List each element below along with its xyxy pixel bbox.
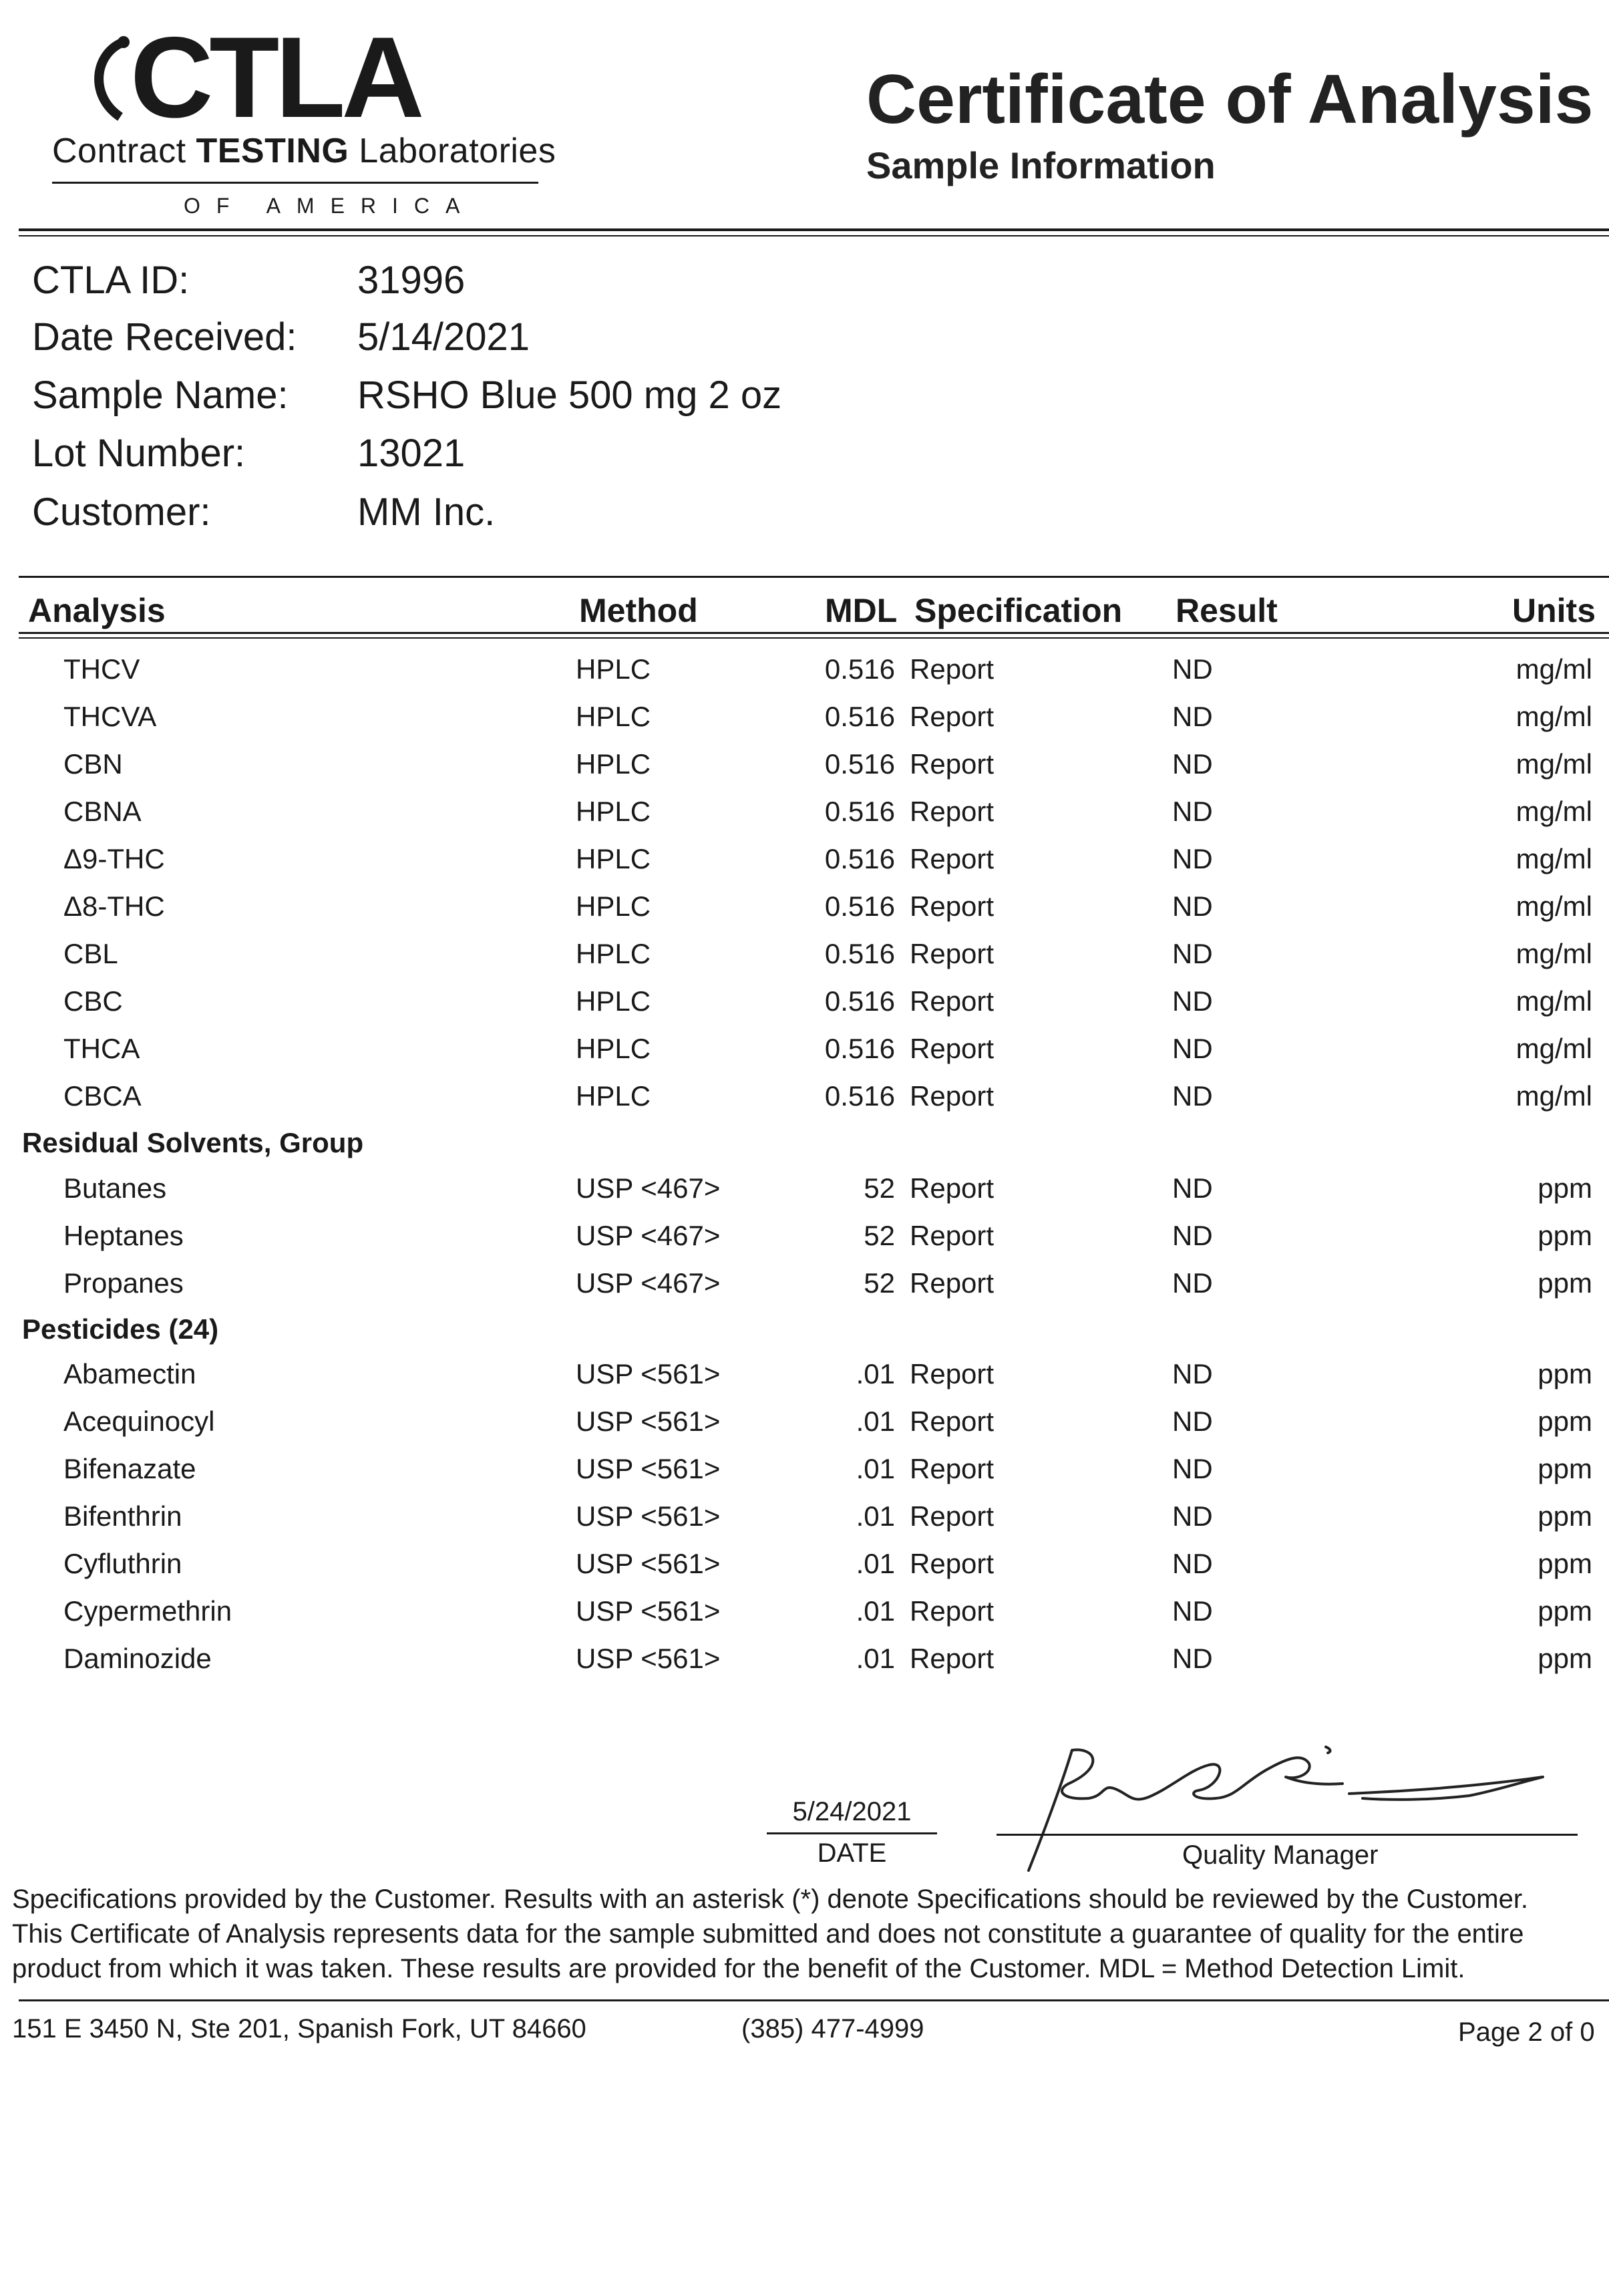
specification-cell: Report — [910, 985, 995, 1017]
mdl-cell: .01 — [856, 1643, 895, 1674]
analyte-name: Heptanes — [63, 1220, 184, 1251]
analyte-name: THCV — [63, 653, 140, 685]
document-subtitle: Sample Information — [866, 144, 1216, 186]
logo-swoosh — [99, 43, 120, 117]
mdl-cell: 0.516 — [824, 890, 895, 922]
sample-info-value: 13021 — [357, 432, 466, 475]
result-cell: ND — [1172, 890, 1213, 922]
mdl-cell: 0.516 — [824, 843, 895, 874]
specification-cell: Report — [910, 1267, 995, 1299]
sample-info-value: RSHO Blue 500 mg 2 oz — [357, 373, 782, 417]
mdl-cell: 0.516 — [824, 1033, 895, 1064]
result-cell: ND — [1172, 748, 1213, 780]
mdl-cell: .01 — [856, 1358, 895, 1389]
header-rule-thin — [19, 235, 1609, 236]
specification-cell: Report — [910, 701, 995, 732]
analyte-name: CBC — [63, 985, 123, 1017]
method-cell: HPLC — [576, 748, 651, 780]
column-header-mdl: MDL — [825, 592, 898, 629]
mdl-cell: 0.516 — [824, 938, 895, 969]
mdl-cell: 52 — [864, 1267, 895, 1299]
result-cell: ND — [1172, 843, 1213, 874]
method-cell: USP <467> — [576, 1220, 721, 1251]
mdl-cell: 0.516 — [824, 796, 895, 827]
date-label: DATE — [817, 1838, 887, 1868]
signature-line — [997, 1834, 1578, 1836]
method-cell: HPLC — [576, 701, 651, 732]
analyte-name: Bifenthrin — [63, 1500, 182, 1532]
group-heading: Pesticides (24) — [22, 1313, 219, 1345]
group-heading: Residual Solvents, Group — [22, 1127, 364, 1158]
specification-cell: Report — [910, 938, 995, 969]
units-cell: ppm — [1538, 1358, 1592, 1389]
sample-info-label: Sample Name: — [32, 373, 289, 417]
mdl-cell: .01 — [856, 1548, 895, 1579]
mdl-cell: .01 — [856, 1453, 895, 1484]
units-cell: mg/ml — [1515, 748, 1592, 780]
units-cell: ppm — [1538, 1548, 1592, 1579]
column-header-method: Method — [579, 592, 698, 629]
result-cell: ND — [1172, 1267, 1213, 1299]
sample-info-value: 31996 — [357, 259, 466, 302]
sample-info-label: Customer: — [32, 490, 211, 534]
analyte-name: Acequinocyl — [63, 1406, 215, 1437]
specification-cell: Report — [910, 890, 995, 922]
logo-wordmark: CTLA — [130, 17, 421, 137]
specification-cell: Report — [910, 1548, 995, 1579]
method-cell: USP <561> — [576, 1595, 721, 1627]
approval-date: 5/24/2021 — [792, 1797, 912, 1826]
units-cell: ppm — [1538, 1643, 1592, 1674]
sample-info-label: Lot Number: — [32, 432, 246, 475]
mdl-cell: 52 — [864, 1172, 895, 1204]
mdl-cell: 0.516 — [824, 985, 895, 1017]
mdl-cell: 0.516 — [824, 653, 895, 685]
document-title: Certificate of Analysis — [866, 61, 1594, 138]
units-cell: mg/ml — [1515, 653, 1592, 685]
specification-cell: Report — [910, 1033, 995, 1064]
method-cell: HPLC — [576, 890, 651, 922]
footer-phone: (385) 477-4999 — [741, 2014, 924, 2043]
analyte-name: CBNA — [63, 796, 142, 827]
table-top-rule — [19, 576, 1609, 578]
specification-cell: Report — [910, 1595, 995, 1627]
method-cell: HPLC — [576, 653, 651, 685]
method-cell: USP <561> — [576, 1358, 721, 1389]
column-header-result: Result — [1176, 592, 1278, 629]
method-cell: USP <561> — [576, 1500, 721, 1532]
result-cell: ND — [1172, 1500, 1213, 1532]
sample-info-value: 5/14/2021 — [357, 315, 530, 359]
units-cell: mg/ml — [1515, 1033, 1592, 1064]
method-cell: HPLC — [576, 985, 651, 1017]
analyte-name: Cyfluthrin — [63, 1548, 182, 1579]
method-cell: HPLC — [576, 938, 651, 969]
method-cell: USP <561> — [576, 1548, 721, 1579]
result-cell: ND — [1172, 1548, 1213, 1579]
result-cell: ND — [1172, 1358, 1213, 1389]
disclaimer-line: Specifications provided by the Customer. Results with an asterisk (*) denote Specifications should be reviewed by the Customer. — [12, 1884, 1529, 1914]
disclaimer — [12, 1882, 1602, 1986]
units-cell: ppm — [1538, 1267, 1592, 1299]
table-header-rule — [19, 632, 1609, 634]
logo-dot — [118, 36, 130, 48]
specification-cell: Report — [910, 1500, 995, 1532]
analyte-name: Δ9-THC — [63, 843, 165, 874]
logo-divider — [52, 182, 538, 184]
footer-address: 151 E 3450 N, Ste 201, Spanish Fork, UT 84660 — [12, 2014, 586, 2043]
result-cell: ND — [1172, 1595, 1213, 1627]
mdl-cell: 52 — [864, 1220, 895, 1251]
specification-cell: Report — [910, 1172, 995, 1204]
method-cell: HPLC — [576, 1080, 651, 1112]
logo-subtitle-prefix: Contract — [52, 132, 186, 170]
result-cell: ND — [1172, 1220, 1213, 1251]
method-cell: USP <467> — [576, 1267, 721, 1299]
units-cell: ppm — [1538, 1172, 1592, 1204]
method-cell: HPLC — [576, 1033, 651, 1064]
logo-tagline: OF AMERICA — [184, 194, 476, 218]
units-cell: ppm — [1538, 1453, 1592, 1484]
analyte-name: Δ8-THC — [63, 890, 165, 922]
mdl-cell: 0.516 — [824, 1080, 895, 1112]
result-cell: ND — [1172, 1406, 1213, 1437]
column-header-analysis: Analysis — [28, 592, 166, 629]
specification-cell: Report — [910, 1358, 995, 1389]
table-header-rule-thin — [19, 637, 1609, 639]
units-cell: mg/ml — [1515, 890, 1592, 922]
sample-info-label: CTLA ID: — [32, 259, 190, 302]
analyte-name: THCVA — [63, 701, 157, 732]
logo-subtitle-bold: TESTING — [196, 132, 349, 170]
analyte-name: THCA — [63, 1033, 140, 1064]
specification-cell: Report — [910, 1080, 995, 1112]
units-cell: mg/ml — [1515, 985, 1592, 1017]
result-cell: ND — [1172, 1453, 1213, 1484]
mdl-cell: .01 — [856, 1595, 895, 1627]
method-cell: USP <467> — [576, 1172, 721, 1204]
logo-subtitle-suffix: Laboratories — [359, 132, 556, 170]
analyte-name: Cypermethrin — [63, 1595, 232, 1627]
units-cell: ppm — [1538, 1500, 1592, 1532]
column-header-units: Units — [1512, 592, 1596, 629]
units-cell: mg/ml — [1515, 701, 1592, 732]
analyte-name: Abamectin — [63, 1358, 196, 1389]
method-cell: USP <561> — [576, 1643, 721, 1674]
analyte-name: Daminozide — [63, 1643, 212, 1674]
units-cell: ppm — [1538, 1595, 1592, 1627]
units-cell: mg/ml — [1515, 938, 1592, 969]
specification-cell: Report — [910, 843, 995, 874]
result-cell: ND — [1172, 1172, 1213, 1204]
mdl-cell: 0.516 — [824, 701, 895, 732]
page-number: Page 2 of 0 — [1458, 2017, 1595, 2047]
analyte-name: Propanes — [63, 1267, 184, 1299]
analyte-name: Butanes — [63, 1172, 167, 1204]
specification-cell: Report — [910, 1643, 995, 1674]
mdl-cell: .01 — [856, 1406, 895, 1437]
disclaimer-line: This Certificate of Analysis represents data for the sample submitted and does not constitute a guarantee of quality for the entire — [12, 1919, 1524, 1949]
disclaimer-line: product from which it was taken. These results are provided for the benefit of the Customer. MDL = Method Detection Limit. — [12, 1954, 1465, 1983]
units-cell: mg/ml — [1515, 843, 1592, 874]
ctla-logo — [80, 17, 494, 137]
analyte-name: CBCA — [63, 1080, 142, 1112]
method-cell: HPLC — [576, 796, 651, 827]
result-cell: ND — [1172, 653, 1213, 685]
specification-cell: Report — [910, 796, 995, 827]
column-header-specification: Specification — [914, 592, 1123, 629]
specification-cell: Report — [910, 1453, 995, 1484]
method-cell: HPLC — [576, 843, 651, 874]
result-cell: ND — [1172, 1643, 1213, 1674]
analyte-name: Bifenazate — [63, 1453, 196, 1484]
units-cell: mg/ml — [1515, 1080, 1592, 1112]
date-line — [767, 1832, 937, 1834]
method-cell: USP <561> — [576, 1453, 721, 1484]
method-cell: USP <561> — [576, 1406, 721, 1437]
quality-manager-label: Quality Manager — [1182, 1840, 1379, 1870]
specification-cell: Report — [910, 748, 995, 780]
analyte-name: CBN — [63, 748, 123, 780]
specification-cell: Report — [910, 1220, 995, 1251]
footer-rule — [19, 1999, 1609, 2001]
logo-subtitle — [52, 131, 556, 171]
result-cell: ND — [1172, 796, 1213, 827]
units-cell: ppm — [1538, 1220, 1592, 1251]
result-cell: ND — [1172, 1080, 1213, 1112]
units-cell: ppm — [1538, 1406, 1592, 1437]
result-cell: ND — [1172, 985, 1213, 1017]
result-cell: ND — [1172, 1033, 1213, 1064]
result-cell: ND — [1172, 938, 1213, 969]
analyte-name: CBL — [63, 938, 118, 969]
specification-cell: Report — [910, 653, 995, 685]
sample-info-value: MM Inc. — [357, 490, 496, 534]
sample-info-label: Date Received: — [32, 315, 297, 359]
result-cell: ND — [1172, 701, 1213, 732]
units-cell: mg/ml — [1515, 796, 1592, 827]
header-rule — [19, 228, 1609, 231]
mdl-cell: 0.516 — [824, 748, 895, 780]
mdl-cell: .01 — [856, 1500, 895, 1532]
specification-cell: Report — [910, 1406, 995, 1437]
